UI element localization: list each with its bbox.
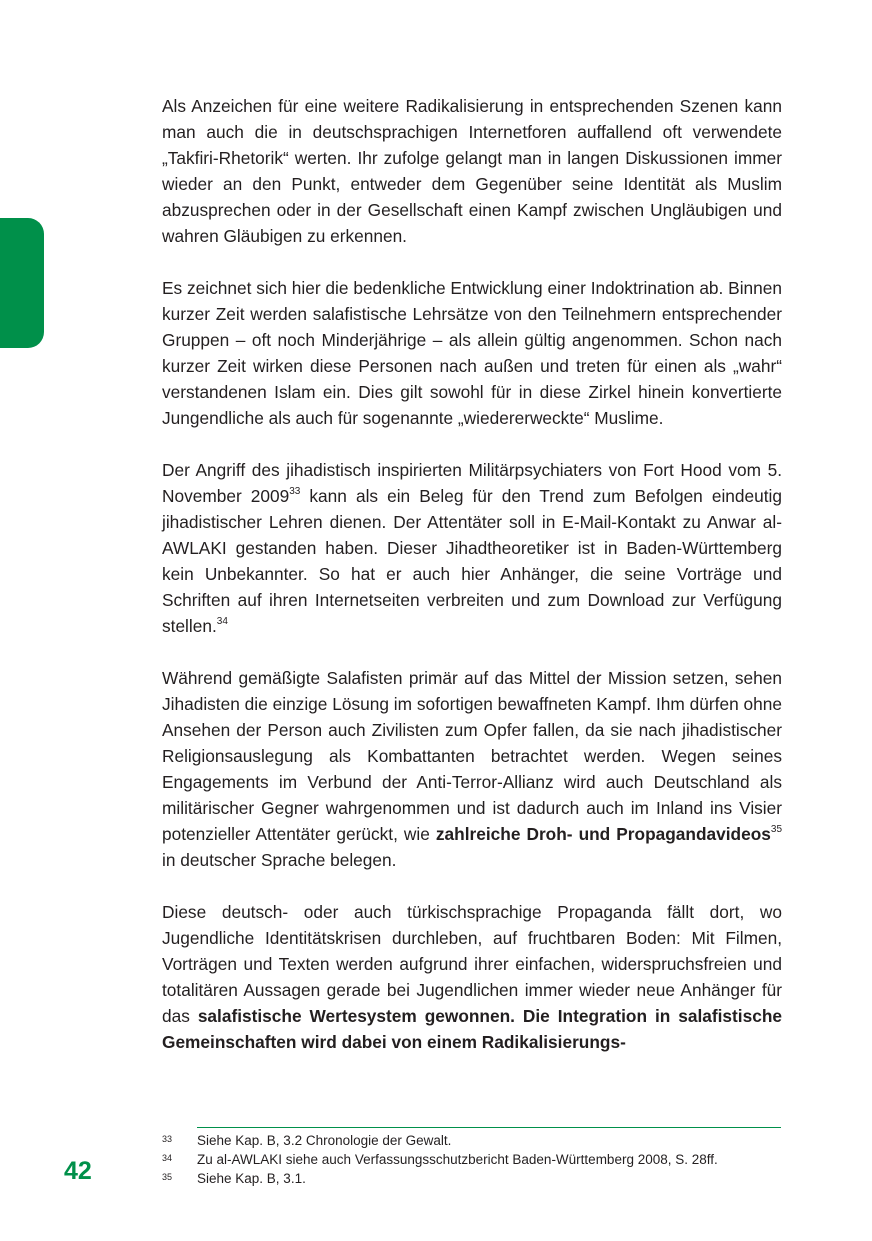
paragraph-2-text: Es zeichnet sich hier die bedenkliche Entwicklung einer Indoktrination ab. Binnen kurzer Zeit werden salafistische Lehrsätze von den Teilnehmern entsprechender Gruppen – oft noch Minderjährige – als allein gültig angenommen. Schon nach kurzer Zeit wirken diese Personen nach außen und treten für einen als „wahr“ verstandenen Islam ein. Dies gilt sowohl für in diese Zirkel hinein konvertierte Jungendliche als auch für sogenannte „wiedererweckte“ Muslime. — [162, 278, 782, 428]
footnote-text: Zu al-AWLAKI siehe auch Verfassungsschutzbericht Baden-Württemberg 2008, S. 28ff. — [197, 1152, 718, 1167]
footnote-text: Siehe Kap. B, 3.1. — [197, 1171, 306, 1186]
footnote-ref-34[interactable]: 34 — [216, 616, 228, 628]
paragraph-1 — [162, 93, 782, 249]
footnote-number: 35 — [162, 1172, 173, 1182]
paragraph-3-text-b: kann als ein Beleg für den Trend zum Befolgen eindeutig jihadistischer Lehren dienen. Der Attentäter soll in E-Mail-Kontakt zu Anwar al-AWLAKI gestanden haben. Dieser Jihadtheoretiker ist in Baden-Württemberg kein Unbekannter. So hat er auch hier Anhänger, die seine Vorträge und Schriften auf ihren Internetseiten verbreiten und zum Download zur Verfügung stellen. — [162, 486, 783, 636]
footnote-text: Siehe Kap. B, 3.2 Chronologie der Gewalt. — [197, 1133, 452, 1148]
footnotes — [162, 1131, 782, 1188]
footnote-34 — [162, 1150, 782, 1169]
body-text — [162, 93, 782, 1081]
footnote-number: 34 — [162, 1153, 173, 1163]
footnote-number: 33 — [162, 1134, 173, 1144]
paragraph-5-bold: salafistische Wertesystem gewonnen. Die Integration in salafistische Gemeinschaften wird dabei von einem Radikalisierungs- — [162, 1006, 782, 1052]
paragraph-4-text-b: in deutscher Sprache belegen. — [162, 850, 397, 870]
paragraph-3-text-a: Der Angriff des jihadistisch inspirierten Militärpsychiaters von Fort Hood vom 5. November 2009 — [162, 460, 782, 506]
page-number: 42 — [64, 1157, 92, 1185]
paragraph-2 — [162, 275, 782, 431]
footnote-ref-35[interactable]: 35 — [770, 824, 783, 836]
paragraph-3 — [162, 457, 782, 639]
paragraph-5-text-a: Diese deutsch- oder auch türkischsprachige Propaganda fällt dort, wo Jugendliche Identitätskrisen durchleben, auf fruchtbaren Boden: Mit Filmen, Vorträgen und Texten werden aufgrund ihrer einfachen, widerspruchsfreien und totalitären Aussagen gerade bei Jugendlichen immer wieder neue Anhänger für das — [162, 902, 782, 1026]
footnote-ref-33[interactable]: 33 — [289, 486, 301, 498]
paragraph-4-bold: zahlreiche Droh- und Propagandavideos — [435, 824, 771, 844]
footnote-divider — [197, 1127, 781, 1128]
paragraph-4 — [162, 665, 782, 873]
chapter-side-tab — [0, 218, 44, 348]
footnote-33 — [162, 1131, 782, 1150]
paragraph-4-text-a: Während gemäßigte Salafisten primär auf das Mittel der Mission setzen, sehen Jihadisten die einzige Lösung im sofortigen bewaffneten Kampf. Ihm dürfen ohne Ansehen der Person auch Zivilisten zum Opfer fallen, da sie nach jihadistischer Religionsauslegung als Kombattanten betrachtet werden. Wegen seines Engagements im Verbund der Anti-Terror-Allianz wird auch Deutschland als militärischer Gegner wahrgenommen und ist dadurch auch im Inland ins Visier potenzieller Attentäter gerückt, wie — [162, 668, 782, 844]
paragraph-1-text: Als Anzeichen für eine weitere Radikalisierung in entsprechenden Szenen kann man auch die in deutschsprachigen Internetforen auffallend oft verwendete „Takfiri-Rhetorik“ werten. Ihr zufolge gelangt man in langen Diskussionen immer wieder an den Punkt, entweder dem Gegenüber seine Identität als Muslim abzusprechen oder in der Gesellschaft einen Kampf zwischen Ungläubigen und wahren Gläubigen zu erkennen. — [162, 96, 782, 246]
paragraph-5 — [162, 899, 782, 1055]
footnote-35 — [162, 1169, 782, 1188]
